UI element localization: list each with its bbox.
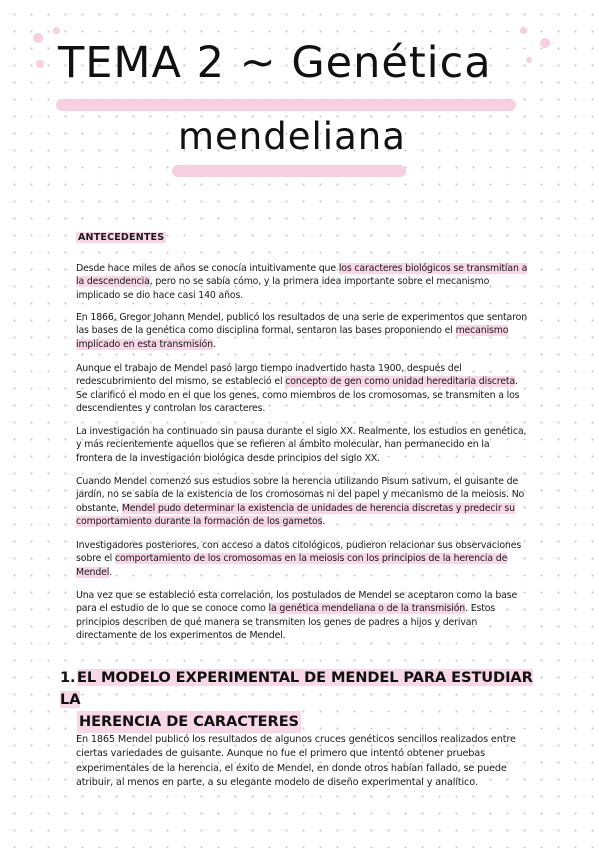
highlighted-text: comportamiento de los cromosomas en la meiosis con los principios de la herencia de Mendel [76,553,508,578]
paragraph [76,362,528,415]
text: Investigadores posteriores, con acceso a datos citológicos, pudieron relacionar sus observaciones sobre el [76,540,522,565]
highlighted-text: mecanismo implicado en esta transmisión [76,325,509,350]
text: . Estos principios describen de qué manera se transmiten los genes de padres a hijos y derivan directamente de los experimentos de Mendel. [76,603,496,641]
highlighted-text: Mendel pudo determinar la existencia de unidades de herencia discretas y predecir su comportamiento durante la formación de los gametos [76,502,515,527]
text: Una vez que se estableció esta correlación, los postulados de Mendel se aceptaron como la base para el estudio de lo que se conoce como [76,590,518,615]
paragraph [76,539,528,579]
title-highlight [172,165,406,177]
text: Desde hace miles de años se conocía intuitivamente que [76,263,339,274]
text: . Se clarificó el modo en el que los genes, como miembros de los cromosomas, se transmiten a los descendientes y controlan los caracteres. [76,376,520,414]
section-heading-line1: EL MODELO EXPERIMENTAL DE MENDEL PARA ESTUDIAR LA [60,669,533,708]
decor-dot [33,33,43,43]
paragraph [76,425,528,465]
paragraph [76,262,528,302]
title-highlight [56,99,516,111]
highlighted-text: la genética mendeliana o de la transmisión [268,603,466,615]
text: . [322,515,326,527]
antecedentes-label: ANTECEDENTES [78,232,165,243]
page-title: TEMA 2 ~ Genética [58,38,492,88]
paragraph [76,475,528,528]
paragraph [76,589,528,642]
section-heading-line2: HERENCIA DE CARACTERES [77,711,301,733]
decor-dot [36,60,44,68]
text: La investigación ha continuado sin pausa durante el siglo XX. Realmente, los estudios en genética, y más recientemente aquellos que se refieren al ámbito molecular, han permanecido en la frontera de la investigación biológica desde principios del siglo XX. [76,426,527,464]
decor-dot [53,27,60,34]
text: . [212,338,216,350]
text: Aunque el trabajo de Mendel pasó largo tiempo inadvertido hasta 1900, después del redescubrimiento del mismo, se estableció el [76,363,462,388]
page-title-line2: mendeliana [178,115,406,158]
text: . [109,566,113,578]
text: Cuando Mendel comenzó sus estudios sobre la herencia utilizando Pisum sativum, el guisante de jardín, no se sabía de la existencia de los cromosomas ni del papel y mecanismo de la meiosis. No obstante, [76,476,525,514]
section-number: 1. [60,669,76,686]
text: , pero no se sabía cómo, y la primera idea importante sobre el mecanismo implicado se dio hace casi 140 años. [76,276,490,301]
text: En 1865 Mendel publicó los resultados de algunos cruces genéticos sencillos realizados entre ciertas variedades de guisante. Aunque no fue el primero que intentó obtener pruebas experimentales de la herencia, el éxito de Mendel, en donde otros habían fallado, se puede atribuir, al menos en parte, a su elegante modelo de diseño experimental y analítico. [76,734,516,789]
highlighted-text: los caracteres biológicos se transmitían a la descendencia [76,263,528,288]
decor-dot [540,38,550,48]
paragraph [76,733,528,791]
section-heading [60,667,550,733]
paragraph [76,311,528,351]
highlighted-text: concepto de gen como unidad hereditaria discreta [285,376,516,388]
decor-dot [520,27,527,34]
text: En 1866, Gregor Johann Mendel, publicó los resultados de una serie de experimentos que sentaron las bases de la genética como disciplina formal, sentaron las bases proponiendo el [76,312,527,337]
